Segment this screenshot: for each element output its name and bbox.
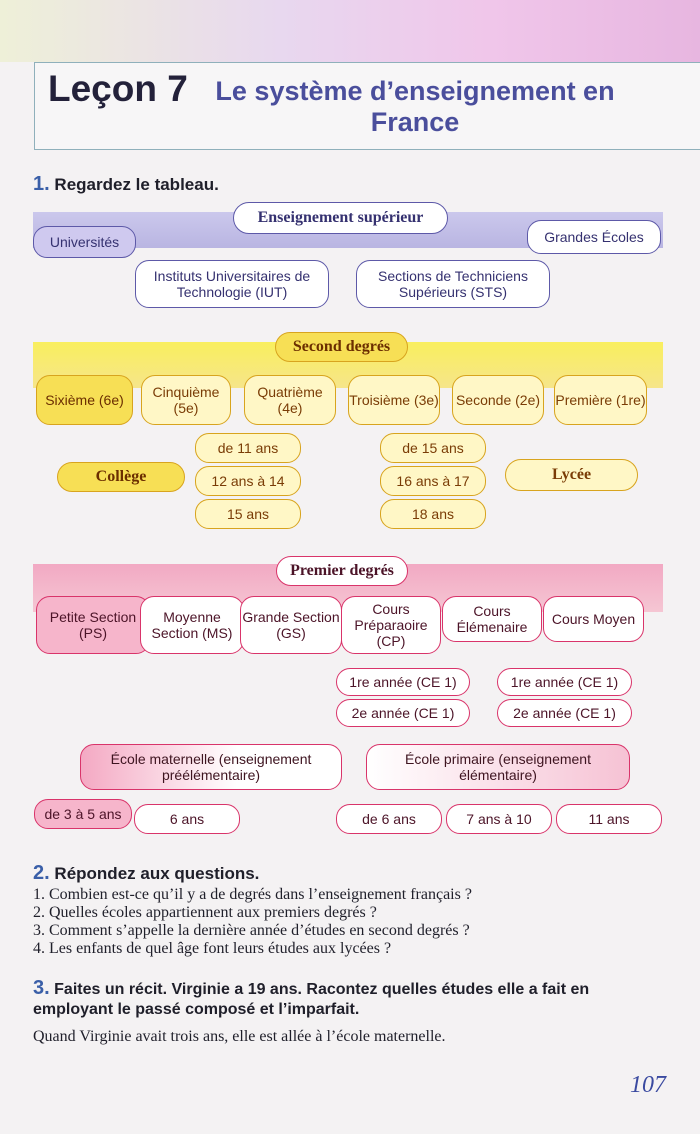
- college-age-mid: 12 ans à 14: [195, 466, 301, 496]
- universites: Universités: [33, 226, 136, 258]
- class-grande-section: Grande Section (GS): [240, 596, 342, 654]
- lycee-label: Lycée: [505, 459, 638, 491]
- age-primaire-start: de 6 ans: [336, 804, 442, 834]
- ce-right-2: 2e année (CE 1): [497, 699, 632, 727]
- college-age-start: de 11 ans: [195, 433, 301, 463]
- class-cours-moyen: Cours Moyen: [543, 596, 644, 642]
- ecole-maternelle: École maternelle (enseignement préélémentaire): [80, 744, 342, 790]
- exercise-2: [33, 862, 259, 885]
- exercise-1-number: 1.: [33, 173, 50, 195]
- grandes-ecoles: Grandes Écoles: [527, 220, 661, 254]
- question-item: 4. Les enfants de quel âge font leurs études aux lycées ?: [33, 940, 392, 957]
- story-example: Quand Virginie avait trois ans, elle est allée à l’école maternelle.: [33, 1028, 446, 1045]
- class-cours-preparatoire: Cours Préparaoire (CP): [341, 596, 441, 654]
- exercise-2-number: 2.: [33, 862, 50, 884]
- ce-left-1: 1re année (CE 1): [336, 668, 470, 696]
- exercise-3-instruction: Faites un récit. Virginie a 19 ans. Racontez quelles études elle a fait en employant le passé composé et l’imparfait.: [33, 981, 590, 1018]
- premier-title: Premier degrés: [276, 556, 408, 586]
- class-petite-section: Petite Section (PS): [36, 596, 150, 654]
- age-6-maternelle: 6 ans: [134, 804, 240, 834]
- class-troisieme: Troisième (3e): [348, 375, 440, 425]
- question-item: 2. Quelles écoles appartiennent aux premiers degrés ?: [33, 904, 377, 921]
- age-maternelle: de 3 à 5 ans: [34, 799, 132, 829]
- question-item: 3. Comment s’appelle la dernière année d’études en second degrés ?: [33, 922, 470, 939]
- iut: Instituts Universitaires de Technologie (IUT): [135, 260, 329, 308]
- lycee-age-mid: 16 ans à 17: [380, 466, 486, 496]
- page-number: 107: [630, 1072, 666, 1098]
- class-moyenne-section: Moyenne Section (MS): [140, 596, 244, 654]
- question-item: 1. Combien est-ce qu’il y a de degrés dans l’enseignement français ?: [33, 886, 472, 903]
- age-primaire-mid: 7 ans à 10: [446, 804, 552, 834]
- lesson-number: Leçon 7: [48, 68, 188, 109]
- ce-right-1: 1re année (CE 1): [497, 668, 632, 696]
- class-premiere: Première (1re): [554, 375, 647, 425]
- superieur-title: Enseignement supérieur: [233, 202, 448, 234]
- exercise-1: [33, 173, 219, 196]
- class-cours-elementaire: Cours Élémenaire: [442, 596, 542, 642]
- college-age-end: 15 ans: [195, 499, 301, 529]
- exercise-3-number: 3.: [33, 977, 50, 999]
- second-title: Second degrés: [275, 332, 408, 362]
- exercise-3: [33, 978, 673, 1020]
- lesson-title: Le système d’enseignement en France: [215, 76, 615, 137]
- exercise-2-instruction: Répondez aux questions.: [54, 864, 260, 883]
- age-primaire-end: 11 ans: [556, 804, 662, 834]
- sts: Sections de Techniciens Supérieurs (STS): [356, 260, 550, 308]
- lycee-age-start: de 15 ans: [380, 433, 486, 463]
- lycee-age-end: 18 ans: [380, 499, 486, 529]
- class-sixieme: Sixième (6e): [36, 375, 133, 425]
- ce-left-2: 2e année (CE 1): [336, 699, 470, 727]
- class-quatrieme: Quatrième (4e): [244, 375, 336, 425]
- exercise-1-instruction: Regardez le tableau.: [54, 175, 219, 194]
- question-list: [33, 886, 653, 958]
- class-seconde: Seconde (2e): [452, 375, 544, 425]
- class-cinquieme: Cinquième (5e): [141, 375, 231, 425]
- ecole-primaire: École primaire (enseignement élémentaire): [366, 744, 630, 790]
- top-decoration: [0, 0, 700, 62]
- college-label: Collège: [57, 462, 185, 492]
